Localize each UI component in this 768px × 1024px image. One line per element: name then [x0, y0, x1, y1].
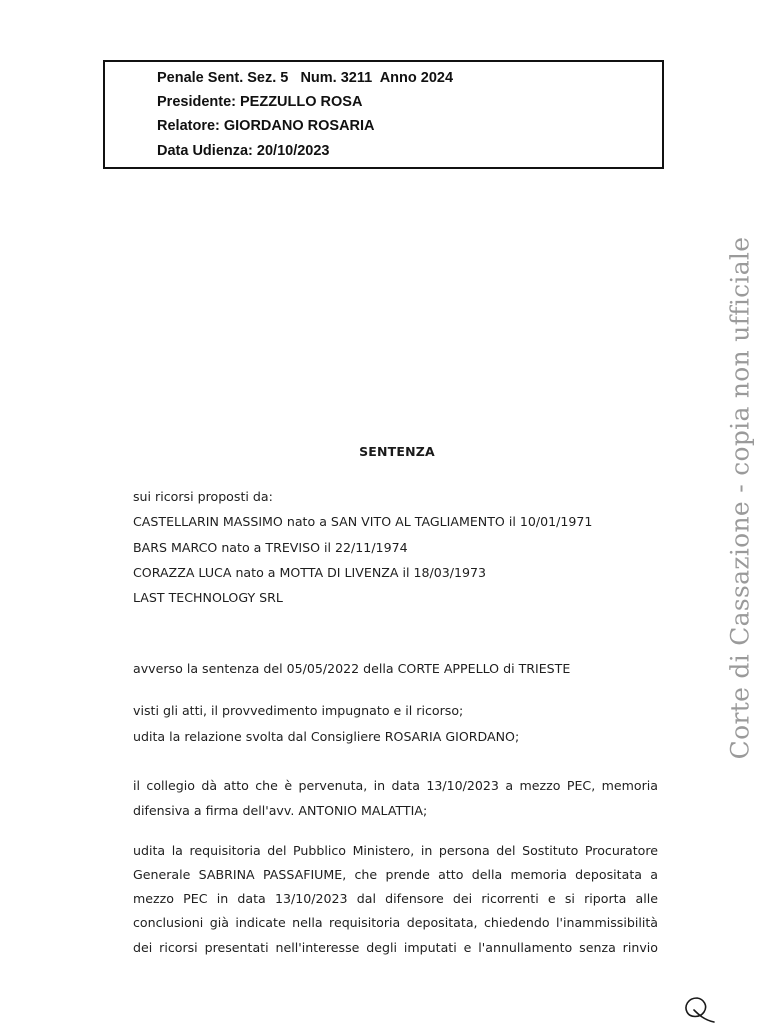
- header-hearing-date: Data Udienza: 20/10/2023: [157, 143, 330, 159]
- heard-report: udita la relazione svolta dal Consigliere ROSARIA GIORDANO;: [133, 729, 520, 744]
- memo-line-1: il collegio dà atto che è pervenuta, in data 13/10/2023 a mezzo PEC, memoria: [133, 778, 658, 793]
- appealed-judgment: avverso la sentenza del 05/05/2022 della CORTE APPELLO di TRIESTE: [133, 661, 571, 676]
- requisitoria-line-3: mezzo PEC in data 13/10/2023 dal difensore dei ricorrenti e si riporta alle: [133, 891, 658, 906]
- party-castellarin: CASTELLARIN MASSIMO nato a SAN VITO AL TAGLIAMENTO il 10/01/1971: [133, 514, 593, 529]
- requisitoria-line-4: conclusioni già indicate nella requisitoria depositata, chiedendo l'inammissibilità: [133, 915, 658, 930]
- party-last-technology: LAST TECHNOLOGY SRL: [133, 590, 283, 605]
- requisitoria-line-1: udita la requisitoria del Pubblico Ministero, in persona del Sostituto Procuratore: [133, 843, 658, 858]
- header-section-number: Penale Sent. Sez. 5 Num. 3211 Anno 2024: [157, 70, 454, 86]
- memo-line-2: difensiva a firma dell'avv. ANTONIO MALATTIA;: [133, 803, 428, 818]
- document-title: SENTENZA: [359, 444, 435, 459]
- requisitoria-line-5: dei ricorsi presentati nell'interesse degli imputati e l'annullamento senza rinvio: [133, 940, 658, 955]
- party-bars: BARS MARCO nato a TREVISO il 22/11/1974: [133, 540, 408, 555]
- watermark: Corte di Cassazione - copia non ufficiale: [725, 236, 755, 760]
- seen-acts: visti gli atti, il provvedimento impugnato e il ricorso;: [133, 703, 464, 718]
- header-rapporteur: Relatore: GIORDANO ROSARIA: [157, 118, 375, 134]
- signature-mark-icon: [680, 994, 720, 1024]
- parties-intro: sui ricorsi proposti da:: [133, 489, 273, 504]
- requisitoria-line-2: Generale SABRINA PASSAFIUME, che prende atto della memoria depositata a: [133, 867, 658, 882]
- header-president: Presidente: PEZZULLO ROSA: [157, 94, 363, 110]
- header-box: [103, 60, 664, 169]
- party-corazza: CORAZZA LUCA nato a MOTTA DI LIVENZA il 18/03/1973: [133, 565, 487, 580]
